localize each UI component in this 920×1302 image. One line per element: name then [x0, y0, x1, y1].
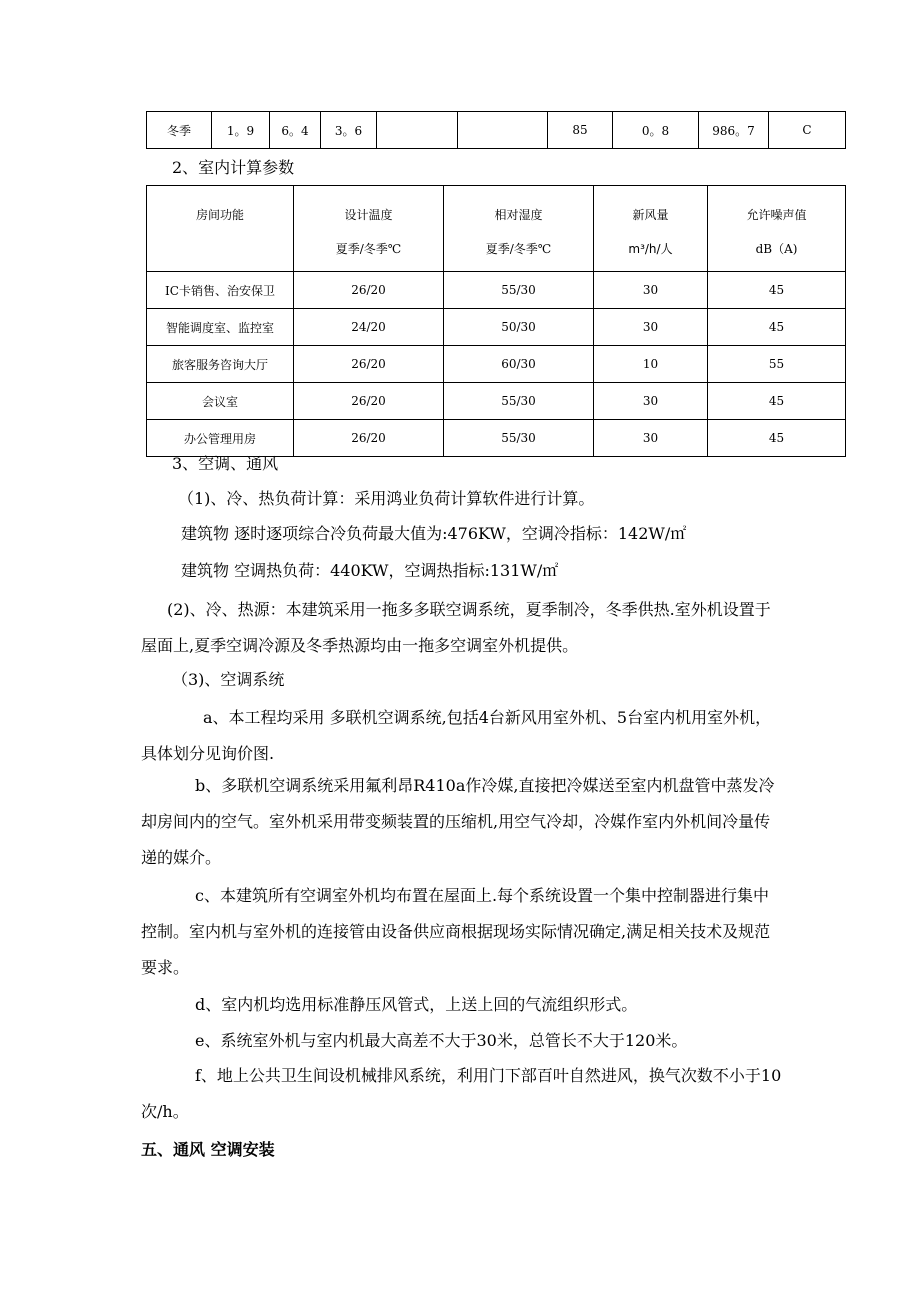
- table-cell: 45: [708, 420, 846, 457]
- table-cell: 60/30: [444, 346, 594, 383]
- table-cell: 6。4: [270, 112, 321, 149]
- table-cell: 1。9: [212, 112, 270, 149]
- table-cell: 30: [594, 383, 708, 420]
- paragraph: (2)、冷、热源：本建筑采用一拖多多联空调系统，夏季制冷，冬季供热.室外机设置于屋面上,夏季空调冷源及冬季热源均由一拖多空调室外机提供。: [141, 600, 771, 655]
- table-cell: 30: [594, 309, 708, 346]
- table-cell: 55/30: [444, 420, 594, 457]
- table-row: [147, 420, 846, 457]
- column-header: 允许噪声值 dB（A): [708, 186, 846, 272]
- paragraph: 建筑物 逐时逐项综合冷负荷最大值为:476KW，空调冷指标：142W/㎡: [181, 524, 687, 543]
- table-cell: 55: [708, 346, 846, 383]
- table-cell: [458, 112, 548, 149]
- column-header: 新风量 m³/h/人: [594, 186, 708, 272]
- table-cell: 50/30: [444, 309, 594, 346]
- table-cell: 85: [548, 112, 613, 149]
- table-cell: 26/20: [294, 420, 444, 457]
- paragraph: c、本建筑所有空调室外机均布置在屋面上.每个系统设置一个集中控制器进行集中控制。室内机与室外机的连接管由设备供应商根据现场实际情况确定,满足相关技术及规范要求。: [141, 886, 771, 977]
- table-cell: [377, 112, 458, 149]
- table-row: [147, 272, 846, 309]
- section-heading: 五、通风 空调安装: [141, 1140, 275, 1159]
- section-heading: 2、室内计算参数: [172, 158, 295, 177]
- table-cell: 45: [708, 309, 846, 346]
- table-cell: 30: [594, 420, 708, 457]
- table-row: [147, 309, 846, 346]
- table-cell: 26/20: [294, 383, 444, 420]
- table-row: [147, 346, 846, 383]
- table-cell: C: [769, 112, 846, 149]
- table-cell: 45: [708, 272, 846, 309]
- column-header: 房间功能: [147, 186, 294, 272]
- paragraph: a、本工程均采用 多联机空调系统,包括4台新风用室外机、5台室内机用室外机，具体划分见询价图.: [141, 708, 772, 763]
- column-header: 设计温度 夏季/冬季℃: [294, 186, 444, 272]
- column-header: 相对湿度 夏季/冬季℃: [444, 186, 594, 272]
- table-row: [147, 383, 846, 420]
- table-header-row: [147, 186, 846, 272]
- table-cell: 3。6: [321, 112, 377, 149]
- table-cell: 55/30: [444, 272, 594, 309]
- season-label: 冬季: [147, 112, 212, 149]
- table-cell: 智能调度室、监控室: [147, 309, 294, 346]
- paragraph: b、多联机空调系统采用氟利昂R410a作冷媒,直接把冷媒送至室内机盘管中蒸发冷却房间内的空气。室外机采用带变频装置的压缩机,用空气冷却，冷媒作室内外机间冷量传递的媒介。: [141, 776, 775, 867]
- table-cell: 55/30: [444, 383, 594, 420]
- table-cell: 24/20: [294, 309, 444, 346]
- table-cell: 26/20: [294, 346, 444, 383]
- table-cell: IC卡销售、治安保卫: [147, 272, 294, 309]
- paragraph: d、室内机均选用标准静压风管式，上送上回的气流组织形式。: [195, 995, 638, 1014]
- table-row: [147, 112, 846, 149]
- table-cell: 10: [594, 346, 708, 383]
- climate-table-winter-row: [146, 111, 846, 149]
- paragraph: （3)、空调系统: [172, 670, 285, 689]
- table-cell: 办公管理用房: [147, 420, 294, 457]
- paragraph: （1)、冷、热负荷计算：采用鸿业负荷计算软件进行计算。: [178, 489, 595, 508]
- table-cell: 30: [594, 272, 708, 309]
- paragraph: f、地上公共卫生间设机械排风系统，利用门下部百叶自然进风，换气次数不小于10次/h。: [141, 1066, 782, 1121]
- table-cell: 0。8: [613, 112, 699, 149]
- indoor-params-table: [146, 185, 846, 457]
- paragraph: 建筑物 空调热负荷：440KW，空调热指标:131W/㎡: [181, 561, 559, 580]
- section-heading: 3、空调、通风: [172, 454, 279, 473]
- table-cell: 986。7: [699, 112, 769, 149]
- paragraph: e、系统室外机与室内机最大高差不大于30米，总管长不大于120米。: [195, 1031, 688, 1050]
- table-cell: 会议室: [147, 383, 294, 420]
- table-cell: 45: [708, 383, 846, 420]
- table-cell: 26/20: [294, 272, 444, 309]
- table-cell: 旅客服务咨询大厅: [147, 346, 294, 383]
